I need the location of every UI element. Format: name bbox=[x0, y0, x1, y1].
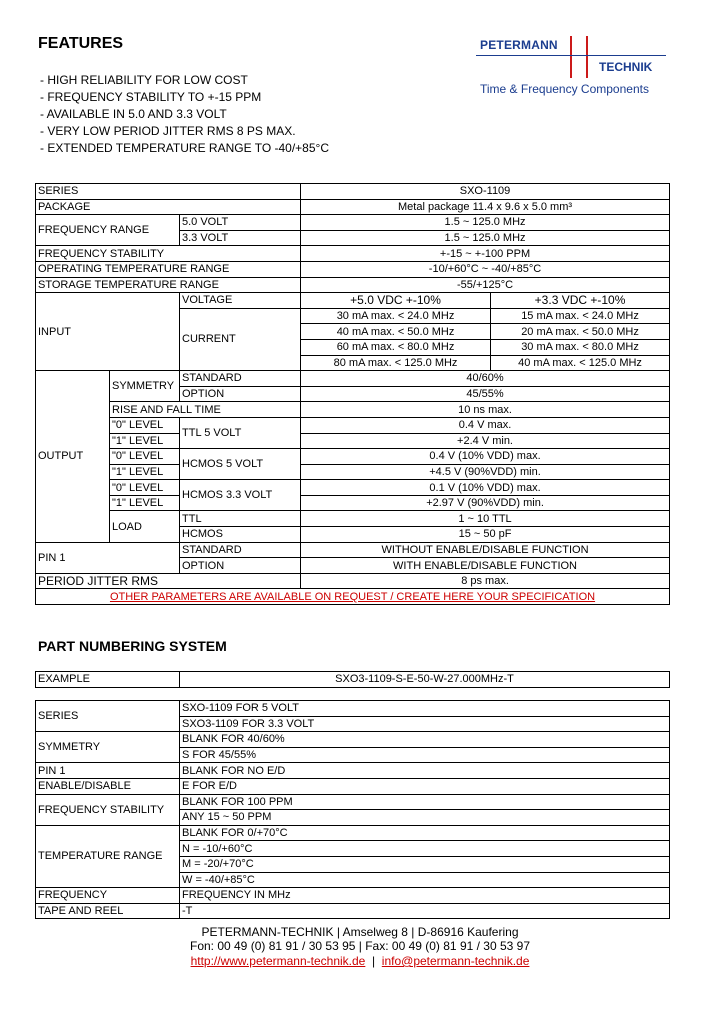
pns-symmetry-option: S FOR 45/55% bbox=[180, 747, 670, 763]
pns-series-option: SXO-1109 FOR 5 VOLT bbox=[180, 701, 670, 717]
logo-divider bbox=[476, 55, 666, 56]
table-row bbox=[36, 763, 670, 779]
footer-separator: | bbox=[365, 954, 382, 968]
pin1-label: PIN 1 bbox=[36, 542, 180, 573]
table-row bbox=[36, 293, 670, 309]
symmetry-standard-value: 40/60% bbox=[301, 371, 670, 387]
footer-links bbox=[0, 953, 720, 969]
table-row bbox=[36, 573, 670, 589]
load-ttl-label: TTL bbox=[180, 511, 301, 527]
series-value: SXO-1109 bbox=[301, 184, 670, 200]
table-row bbox=[36, 246, 670, 262]
load-label: LOAD bbox=[110, 511, 180, 542]
table-row bbox=[36, 903, 670, 919]
table-row bbox=[36, 464, 670, 480]
operating-temp-label: OPERATING TEMPERATURE RANGE bbox=[36, 261, 301, 277]
hcmos-33-volt-label: HCMOS 3.3 VOLT bbox=[180, 480, 301, 511]
table-row bbox=[36, 732, 670, 748]
voltage-label: VOLTAGE bbox=[180, 293, 301, 309]
footer-address: PETERMANN-TECHNIK | Amselweg 8 | D-86916 Kaufering bbox=[201, 925, 519, 939]
current-label: CURRENT bbox=[180, 308, 301, 370]
pns-tape-reel-option: -T bbox=[180, 903, 670, 919]
frequency-range-label: FREQUENCY RANGE bbox=[36, 215, 180, 246]
table-row bbox=[36, 542, 670, 558]
load-ttl-value: 1 ~ 10 TTL bbox=[301, 511, 670, 527]
current-5-value: 80 mA max. < 125.0 MHz bbox=[301, 355, 491, 371]
logo-text-petermann: PETERMANN bbox=[480, 38, 558, 52]
input-label: INPUT bbox=[36, 293, 180, 371]
current-5-value: 30 mA max. < 24.0 MHz bbox=[301, 308, 491, 324]
feature-item: - VERY LOW PERIOD JITTER RMS 8 PS MAX. bbox=[40, 124, 296, 138]
pns-series-label: SERIES bbox=[36, 701, 180, 732]
hcmos-5-level-1-value: +4.5 V (90%VDD) min. bbox=[301, 464, 670, 480]
pns-symmetry-label: SYMMETRY bbox=[36, 732, 180, 763]
table-row bbox=[36, 589, 670, 605]
specification-table bbox=[35, 183, 670, 605]
current-33-value: 20 mA max. < 50.0 MHz bbox=[491, 324, 670, 340]
pin1-standard-value: WITHOUT ENABLE/DISABLE FUNCTION bbox=[301, 542, 670, 558]
table-row bbox=[36, 402, 670, 418]
level-0-label: "0" LEVEL bbox=[110, 449, 180, 465]
voltage-5-value: +5.0 VDC +-10% bbox=[301, 293, 491, 309]
volt-5-label: 5.0 VOLT bbox=[180, 215, 301, 231]
pns-pin1-option: BLANK FOR NO E/D bbox=[180, 763, 670, 779]
hcmos-33-level-1-value: +2.97 V (90%VDD) min. bbox=[301, 495, 670, 511]
pns-enable-disable-option: E FOR E/D bbox=[180, 778, 670, 794]
level-1-label: "1" LEVEL bbox=[110, 495, 180, 511]
frequency-stability-label: FREQUENCY STABILITY bbox=[36, 246, 301, 262]
pns-stability-option: BLANK FOR 100 PPM bbox=[180, 794, 670, 810]
symmetry-label: SYMMETRY bbox=[110, 371, 180, 402]
voltage-33-value: +3.3 VDC +-10% bbox=[491, 293, 670, 309]
pns-frequency-option: FREQUENCY IN MHz bbox=[180, 888, 670, 904]
logo-tagline: Time & Frequency Components bbox=[480, 82, 649, 96]
feature-item: - AVAILABLE IN 5.0 AND 3.3 VOLT bbox=[40, 107, 227, 121]
symmetry-standard-label: STANDARD bbox=[180, 371, 301, 387]
email-link[interactable]: info@petermann-technik.de bbox=[381, 954, 530, 968]
table-row bbox=[36, 184, 670, 200]
package-value: Metal package 11.4 x 9.6 x 5.0 mm³ bbox=[301, 199, 670, 215]
current-5-value: 40 mA max. < 50.0 MHz bbox=[301, 324, 491, 340]
pns-tape-reel-label: TAPE AND REEL bbox=[36, 903, 180, 919]
pns-temperature-option: M = -20/+70°C bbox=[180, 856, 670, 872]
symmetry-option-label: OPTION bbox=[180, 386, 301, 402]
features-list bbox=[40, 72, 329, 157]
table-row bbox=[36, 778, 670, 794]
pns-temperature-option: W = -40/+85°C bbox=[180, 872, 670, 888]
level-0-label: "0" LEVEL bbox=[110, 417, 180, 433]
pns-series-option: SXO3-1109 FOR 3.3 VOLT bbox=[180, 716, 670, 732]
example-label: EXAMPLE bbox=[36, 672, 180, 688]
package-label: PACKAGE bbox=[36, 199, 301, 215]
table-row bbox=[36, 480, 670, 496]
hcmos-33-level-0-value: 0.1 V (10% VDD) max. bbox=[301, 480, 670, 496]
part-numbering-table bbox=[35, 700, 670, 919]
pns-stability-option: ANY 15 ~ 50 PPM bbox=[180, 810, 670, 826]
table-row bbox=[36, 215, 670, 231]
pns-temperature-label: TEMPERATURE RANGE bbox=[36, 825, 180, 887]
hcmos-5-level-0-value: 0.4 V (10% VDD) max. bbox=[301, 449, 670, 465]
current-33-value: 15 mA max. < 24.0 MHz bbox=[491, 308, 670, 324]
volt-5-value: 1.5 ~ 125.0 MHz bbox=[301, 215, 670, 231]
pin1-standard-label: STANDARD bbox=[180, 542, 301, 558]
load-hcmos-value: 15 ~ 50 pF bbox=[301, 527, 670, 543]
table-row bbox=[36, 199, 670, 215]
volt-33-value: 1.5 ~ 125.0 MHz bbox=[301, 230, 670, 246]
example-value: SXO3-1109-S-E-50-W-27.000MHz-T bbox=[180, 672, 670, 688]
footer-phone-fax: Fon: 00 49 (0) 81 91 / 30 53 95 | Fax: 00 49 (0) 81 91 / 30 53 97 bbox=[189, 939, 530, 953]
rise-fall-value: 10 ns max. bbox=[301, 402, 670, 418]
series-label: SERIES bbox=[36, 184, 301, 200]
table-row bbox=[36, 495, 670, 511]
pns-enable-disable-label: ENABLE/DISABLE bbox=[36, 778, 180, 794]
volt-33-label: 3.3 VOLT bbox=[180, 230, 301, 246]
logo-bar-left bbox=[570, 36, 572, 78]
table-row bbox=[36, 449, 670, 465]
feature-item: - FREQUENCY STABILITY TO +-15 PPM bbox=[40, 90, 262, 104]
pns-stability-label: FREQUENCY STABILITY bbox=[36, 794, 180, 825]
pns-frequency-label: FREQUENCY bbox=[36, 888, 180, 904]
storage-temp-label: STORAGE TEMPERATURE RANGE bbox=[36, 277, 301, 293]
example-table bbox=[35, 671, 670, 688]
period-jitter-label: PERIOD JITTER RMS bbox=[36, 573, 301, 589]
rise-fall-label: RISE AND FALL TIME bbox=[110, 402, 301, 418]
feature-item: - HIGH RELIABILITY FOR LOW COST bbox=[40, 73, 248, 87]
ttl-5-volt-label: TTL 5 VOLT bbox=[180, 417, 301, 448]
symmetry-option-value: 45/55% bbox=[301, 386, 670, 402]
table-row bbox=[36, 511, 670, 527]
logo-text-technik: TECHNIK bbox=[599, 60, 653, 74]
frequency-stability-value: +-15 ~ +-100 PPM bbox=[301, 246, 670, 262]
table-row bbox=[36, 888, 670, 904]
pns-symmetry-option: BLANK FOR 40/60% bbox=[180, 732, 670, 748]
period-jitter-value: 8 ps max. bbox=[301, 573, 670, 589]
pin1-option-value: WITH ENABLE/DISABLE FUNCTION bbox=[301, 558, 670, 574]
pns-pin1-label: PIN 1 bbox=[36, 763, 180, 779]
logo-bar-right bbox=[586, 36, 588, 78]
current-33-value: 40 mA max. < 125.0 MHz bbox=[491, 355, 670, 371]
table-row bbox=[36, 277, 670, 293]
feature-item: - EXTENDED TEMPERATURE RANGE TO -40/+85°C bbox=[40, 141, 329, 155]
table-row bbox=[36, 417, 670, 433]
level-0-label: "0" LEVEL bbox=[110, 480, 180, 496]
storage-temp-value: -55/+125°C bbox=[301, 277, 670, 293]
table-row bbox=[36, 825, 670, 841]
table-row bbox=[36, 794, 670, 810]
request-specification-link[interactable]: OTHER PARAMETERS ARE AVAILABLE ON REQUEST / CREATE HERE YOUR SPECIFICATION bbox=[36, 589, 670, 605]
ttl-5-level-0-value: 0.4 V max. bbox=[301, 417, 670, 433]
level-1-label: "1" LEVEL bbox=[110, 433, 180, 449]
output-label: OUTPUT bbox=[36, 371, 110, 543]
table-row bbox=[36, 371, 670, 387]
website-link[interactable]: http://www.petermann-technik.de bbox=[190, 954, 366, 968]
features-title: FEATURES bbox=[38, 35, 124, 52]
table-row bbox=[36, 701, 670, 717]
table-row bbox=[36, 672, 670, 688]
operating-temp-value: -10/+60°C ~ -40/+85°C bbox=[301, 261, 670, 277]
part-numbering-title: PART NUMBERING SYSTEM bbox=[38, 638, 227, 654]
ttl-5-level-1-value: +2.4 V min. bbox=[301, 433, 670, 449]
table-row bbox=[36, 433, 670, 449]
current-33-value: 30 mA max. < 80.0 MHz bbox=[491, 339, 670, 355]
hcmos-5-volt-label: HCMOS 5 VOLT bbox=[180, 449, 301, 480]
pns-temperature-option: BLANK FOR 0/+70°C bbox=[180, 825, 670, 841]
load-hcmos-label: HCMOS bbox=[180, 527, 301, 543]
table-row bbox=[36, 261, 670, 277]
pin1-option-label: OPTION bbox=[180, 558, 301, 574]
pns-temperature-option: N = -10/+60°C bbox=[180, 841, 670, 857]
current-5-value: 60 mA max. < 80.0 MHz bbox=[301, 339, 491, 355]
level-1-label: "1" LEVEL bbox=[110, 464, 180, 480]
